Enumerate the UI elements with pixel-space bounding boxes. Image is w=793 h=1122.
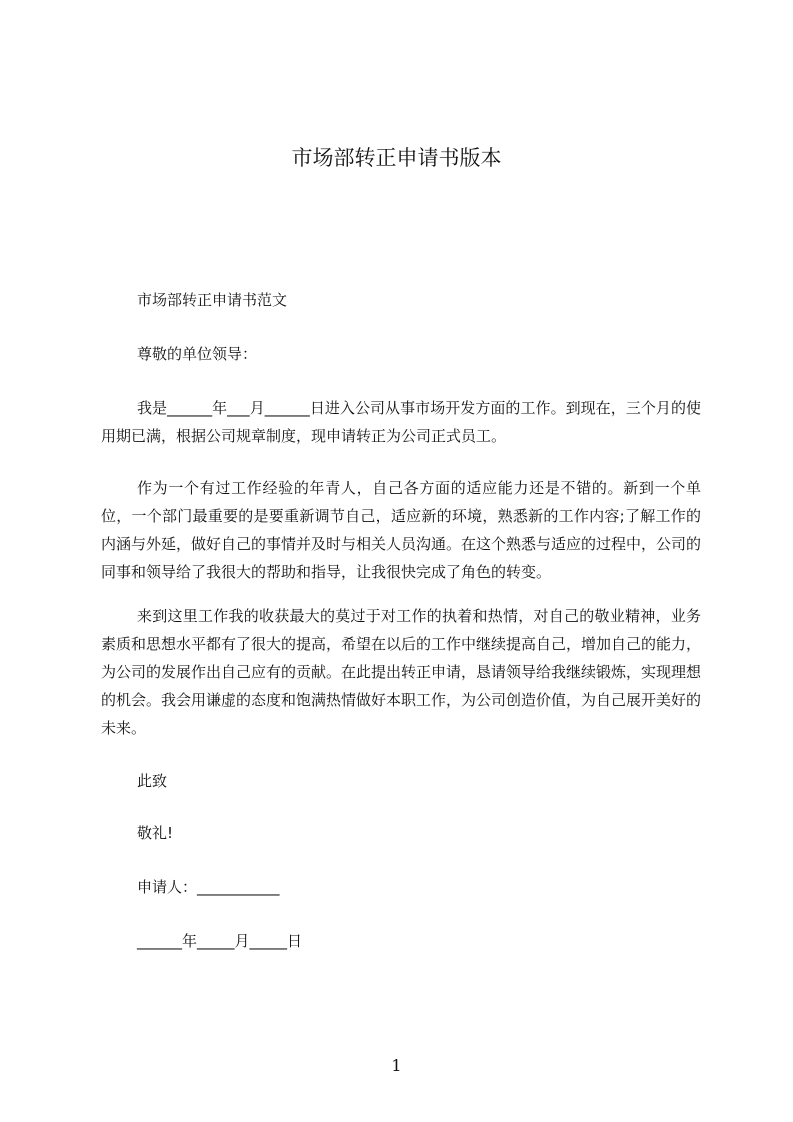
paragraph-3: 来到这里工作我的收获最大的莫过于对工作的执着和热情，对自己的敬业精神，业务素质和思想水平都有了很大的提高，希望在以后的工作中继续提高自己，增加自己的能力，为公司的发展作出自己应有的贡献。在此提出转正申请，恳请领导给我继续锻炼，实现理想的机会。我会用谦虚的态度和饱满热情做好本职工作，为公司创造价值，为自己展开美好的未来。 [101, 607, 702, 737]
paragraph-2: 作为一个有过工作经验的年青人，自己各方面的适应能力还是不错的。新到一个单位，一个部门最重要的是要重新调节自己，适应新的环境，熟悉新的工作内容;了解工作的内涵与外延，做好自己的事情并及时与相关人员沟通。在这个熟悉与适应的过程中，公司的同事和领导给了我很大的帮助和指导，让我很快完成了角色的转变。 [101, 479, 702, 581]
closing-line-2: 敬礼! [137, 824, 174, 842]
applicant-line: 申请人：___________ [137, 878, 280, 896]
document-subtitle: 市场部转正申请书范文 [137, 291, 288, 309]
page-number: 1 [391, 1056, 402, 1075]
paragraph-1: 我是______年___月______日进入公司从事市场开发方面的工作。到现在，三个月的使用期已满，根据公司规章制度，现申请转正为公司正式员工。 [101, 399, 701, 445]
salutation: 尊敬的单位领导： [137, 345, 258, 363]
document-title: 市场部转正申请书版本 [291, 146, 502, 170]
closing-line-1: 此致 [137, 772, 168, 790]
date-line: ______年_____月_____日 [137, 932, 303, 950]
